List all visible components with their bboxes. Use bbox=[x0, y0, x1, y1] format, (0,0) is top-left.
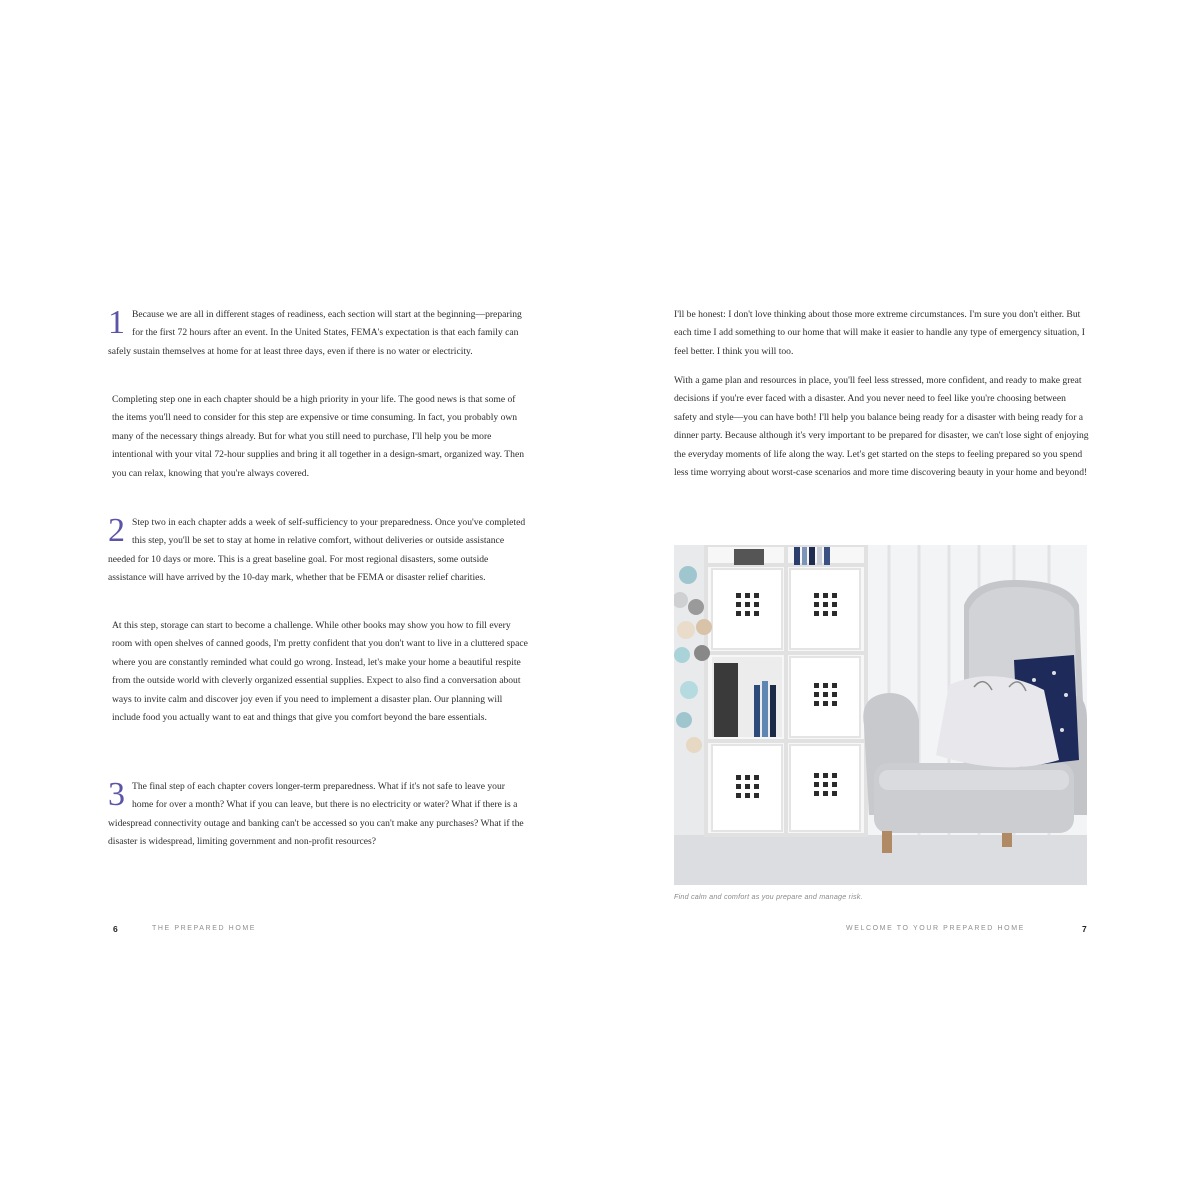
armchair-photo bbox=[674, 545, 1087, 885]
step-1 bbox=[108, 306, 528, 361]
right-page bbox=[600, 0, 1200, 1200]
step-1-text: Because we are all in different stages of readiness, each section will start at the beginning—preparing for the first 72 hours after an event. In the United States, FEMA's expectation is that each family can safely sustain themselves at home for at least three days, even if there is no water or electricity. bbox=[108, 309, 522, 357]
step-3 bbox=[108, 778, 528, 852]
step-3-text: The final step of each chapter covers longer-term preparedness. What if it's not safe to leave your home for over a month? What if you can leave, but there is no electricity or water? What if there is a widespread connectivity outage and banking can't be accessed so you can't make any purchases? What if the disaster is widespread, limiting government and non-profit resources? bbox=[108, 781, 524, 848]
running-head: THE PREPARED HOME bbox=[152, 925, 257, 932]
step-number-3: 3 bbox=[108, 776, 125, 813]
body-paragraph: Completing step one in each chapter should be a high priority in your life. The good news is that some of the items you'll need to consider for this step are expensive or time consuming. In fact, you probably own many of the necessary things already. But for what you still need to purchase, I'll help you be more intentional with your vital 72-hour supplies and bring it all together in a design-smart, organized way. Then you can relax, knowing that you're always covered. bbox=[112, 394, 524, 479]
page-number: 6 bbox=[113, 924, 118, 934]
running-head: WELCOME TO YOUR PREPARED HOME bbox=[846, 925, 1025, 932]
photo-caption: Find calm and comfort as you prepare and manage risk. bbox=[674, 892, 863, 901]
step-2-text: Step two in each chapter adds a week of self-sufficiency to your preparedness. Once you've completed this step, you'll be set to stay at home in relative comfort, without deliveries or outside assistance needed for 10 days or more. This is a great baseline goal. For most regional disasters, some outside assistance will have arrived by the 10-day mark, whether that be FEMA or disaster relief charities. bbox=[108, 517, 526, 584]
body-paragraph: I'll be honest: I don't love thinking about those more extreme circumstances. I'm sure you don't either. But each time I add something to our home that will make it easier to handle any type of emergency situation, I feel better. I think you will too. bbox=[674, 309, 1085, 357]
body-paragraph: At this step, storage can start to become a challenge. While other books may show you how to fill every room with open shelves of canned goods, I'm pretty confident that you don't want to live in a cluttered space where you are constantly reminded what could go wrong. Instead, let's make your home a beautiful respite from the outside world with cleverly organized essential supplies. Expect to also find a conversation about ways to invite calm and discover joy even if you need to implement a disaster plan. Our planning will include food you actually want to eat and things that give you comfort beyond the bare essentials. bbox=[112, 620, 528, 724]
step-number-1: 1 bbox=[108, 304, 125, 341]
page-number: 7 bbox=[1082, 924, 1087, 934]
body-paragraph: With a game plan and resources in place, you'll feel less stressed, more confident, and ready to make great decisions if you're ever faced with a disaster. And you never need to feel like you're choosing between safety and style—you can have both! I'll help you balance being ready for a disaster with being ready for a dinner party. Because although it's very important to be prepared for disaster, we can't lose sight of enjoying the everyday moments of life along the way. Let's get started on the steps to feeling prepared so you spend less time worrying about worst-case scenarios and more time discovering beauty in your home and beyond! bbox=[674, 375, 1089, 479]
step-number-2: 2 bbox=[108, 512, 125, 549]
step-2 bbox=[108, 514, 528, 588]
